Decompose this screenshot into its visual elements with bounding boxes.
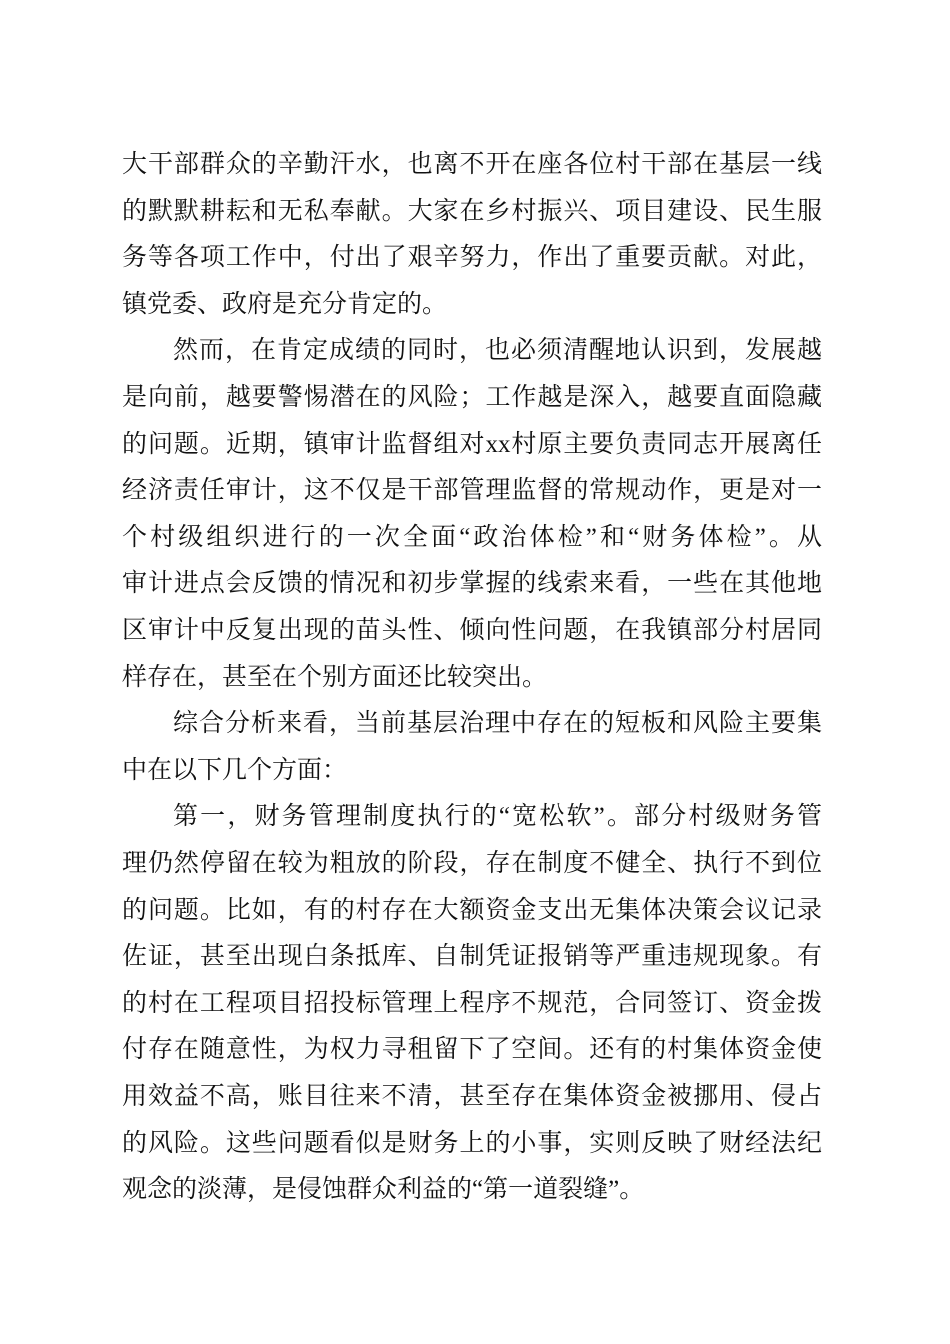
paragraph-2-line: 经济责任审计，这不仅是干部管理监督的常规动作，更是对一 [122,477,822,505]
paragraph-1-line: 的默默耕耘和无私奉献。大家在乡村振兴、项目建设、民生服 [122,197,822,225]
paragraph-2-line: 然而，在肯定成绩的同时，也必须清醒地认识到，发展越 [173,337,822,365]
paragraph-2-line: 是向前，越要警惕潜在的风险；工作越是深入，越要直面隐藏 [122,384,822,411]
paragraph-2-line: 审计进点会反馈的情况和初步掌握的线索来看，一些在其他地 [122,570,822,598]
paragraph-4-line: 佐证，甚至出现白条抵库、自制凭证报销等严重违规现象。有 [122,943,822,971]
paragraph-1-line: 大干部群众的辛勤汗水，也离不开在座各位村干部在基层一线 [122,151,822,178]
paragraph-4-line: 观念的淡薄，是侵蚀群众利益的“第一道裂缝”。 [122,1176,645,1204]
paragraph-2-line: 个村级组织进行的一次全面“政治体检”和“财务体检”。从 [122,523,822,551]
paragraph-4-line: 第一，财务管理制度执行的“宽松软”。部分村级财务管 [173,803,822,831]
paragraph-2-line: 的问题。近期，镇审计监督组对xx村原主要负责同志开展离任 [122,430,822,458]
paragraph-4-line: 用效益不高，账目往来不清，甚至存在集体资金被挪用、侵占 [122,1083,822,1110]
paragraph-4-line: 的风险。这些问题看似是财务上的小事，实则反映了财经法纪 [122,1129,822,1157]
paragraph-3-line: 中在以下几个方面： [122,756,348,784]
paragraph-2-line: 样存在，甚至在个别方面还比较突出。 [122,663,548,691]
paragraph-4-line: 付存在随意性，为权力寻租留下了空间。还有的村集体资金使 [122,1036,822,1064]
paragraph-4-line: 的村在工程项目招投标管理上程序不规范，合同签订、资金拨 [122,989,822,1017]
paragraph-1-line: 务等各项工作中，付出了艰辛努力，作出了重要贡献。对此， [122,244,822,272]
paragraph-4-line: 的问题。比如，有的村存在大额资金支出无集体决策会议记录 [122,896,822,924]
paragraph-3-line: 综合分析来看，当前基层治理中存在的短板和风险主要集 [173,710,822,738]
paragraph-4-line: 理仍然停留在较为粗放的阶段，存在制度不健全、执行不到位 [122,850,822,877]
paragraph-1-line: 镇党委、政府是充分肯定的。 [122,290,448,318]
paragraph-2-line: 区审计中反复出现的苗头性、倾向性问题，在我镇部分村居同 [122,617,822,644]
